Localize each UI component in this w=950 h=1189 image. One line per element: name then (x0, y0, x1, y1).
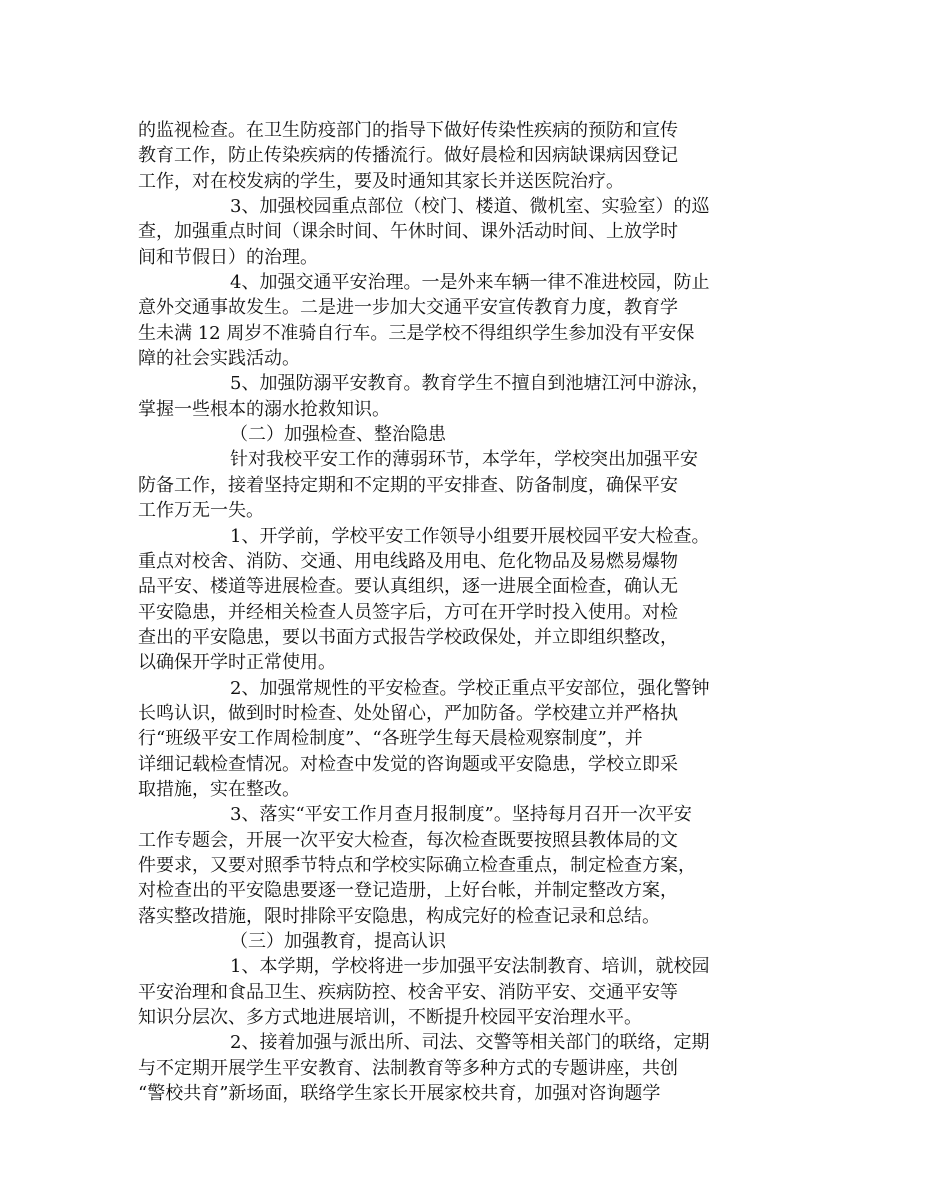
text-line: 防备工作，接着坚持定期和不定期的平安排查、防备制度，确保平安 (138, 474, 678, 496)
text-line: 品平安、楼道等进展检查。要认真组织，逐一进展全面检查，确认无 (138, 576, 678, 598)
text-line: 1、本学期，学校将进一步加强平安法制教育、培训，就校园 (230, 956, 710, 978)
text-line: 3、加强校园重点部位（校门、楼道、微机室、实验室）的巡 (230, 196, 710, 218)
text-line: 3、落实“平安工作月查月报制度”。坚持每月召开一次平安 (230, 804, 692, 826)
text-line: 重点对校舍、消防、交通、用电线路及用电、危化物品及易燃易爆物 (138, 550, 678, 572)
text-line: 行“班级平安工作周检制度”、“各班学生每天晨检观察制度”，并 (138, 728, 643, 750)
text-line: 对检查出的平安隐患要逐一登记造册，上好台帐，并制定整改方案， (138, 880, 678, 902)
text-line: “警校共育”新场面，联络学生家长开展家校共育，加强对咨询题学 (138, 1083, 661, 1105)
text-line: 件要求，又要对照季节特点和学校实际确立检查重点，制定检查方案， (138, 854, 696, 876)
text-line: 与不定期开展学生平安教育、法制教育等多种方式的专题讲座，共创 (138, 1057, 678, 1079)
document-page (138, 118, 814, 1106)
text-line: （二）加强检查、整治隐患 (230, 424, 446, 446)
text-line: 生未满 12 周岁不准骑自行车。三是学校不得组织学生参加没有平安保 (138, 322, 695, 344)
text-line: 以确保开学时正常使用。 (138, 652, 336, 674)
text-line: 查出的平安隐患，要以书面方式报告学校政保处，并立即组织整改， (138, 626, 678, 648)
text-line: 1、开学前，学校平安工作领导小组要开展校园平安大检查。 (230, 525, 710, 547)
text-line: 2、接着加强与派出所、司法、交警等相关部门的联络，定期 (230, 1032, 710, 1054)
text-line: 工作万无一失。 (138, 500, 264, 522)
text-line: 工作专题会，开展一次平安大检查，每次检查既要按照县教体局的文 (138, 829, 678, 851)
text-line: 平安隐患，并经相关检查人员签字后，方可在开学时投入使用。对检 (138, 601, 678, 623)
text-line: 查，加强重点时间（课余时间、午休时间、课外活动时间、上放学时 (138, 221, 678, 243)
text-line: 掌握一些根本的溺水抢救知识。 (138, 398, 390, 420)
text-line: 的监视检查。在卫生防疫部门的指导下做好传染性疾病的预防和宣传 (138, 120, 678, 141)
text-line: 取措施，实在整改。 (138, 778, 300, 800)
text-line: 4、加强交通平安治理。一是外来车辆一律不准进校园，防止 (230, 272, 710, 294)
text-line: 教育工作，防止传染疾病的传播流行。做好晨检和因病缺课病因登记 (138, 145, 678, 167)
text-line: 障的社会实践活动。 (138, 348, 300, 370)
text-line: 知识分层次、多方式地进展培训，不断提升校园平安治理水平。 (138, 1007, 642, 1029)
text-line: 间和节假日）的治理。 (138, 246, 318, 268)
text-line: 意外交通事故发生。二是进一步加大交通平安宣传教育力度，教育学 (138, 297, 678, 319)
text-line: 平安治理和食品卫生、疾病防控、校舍平安、消防平安、交通平安等 (138, 981, 678, 1003)
text-line: 落实整改措施，限时排除平安隐患，构成完好的检查记录和总结。 (138, 905, 660, 927)
text-line: 5、加强防溺平安教育。教育学生不擅自到池塘江河中游泳， (230, 373, 710, 395)
text-line: 针对我校平安工作的薄弱环节，本学年，学校突出加强平安 (230, 449, 698, 471)
text-line: 详细记载检查情况。对检查中发觉的咨询题或平安隐患，学校立即采 (138, 753, 678, 775)
text-line: 2、加强常规性的平安检查。学校正重点平安部位，强化警钟 (230, 677, 710, 699)
text-line: （三）加强教育，提高认识 (230, 931, 446, 952)
text-line: 工作，对在校发病的学生，要及时通知其家长并送医院治疗。 (138, 170, 624, 192)
text-line: 长鸣认识，做到时时检查、处处留心，严加防备。学校建立并严格执 (138, 702, 678, 724)
